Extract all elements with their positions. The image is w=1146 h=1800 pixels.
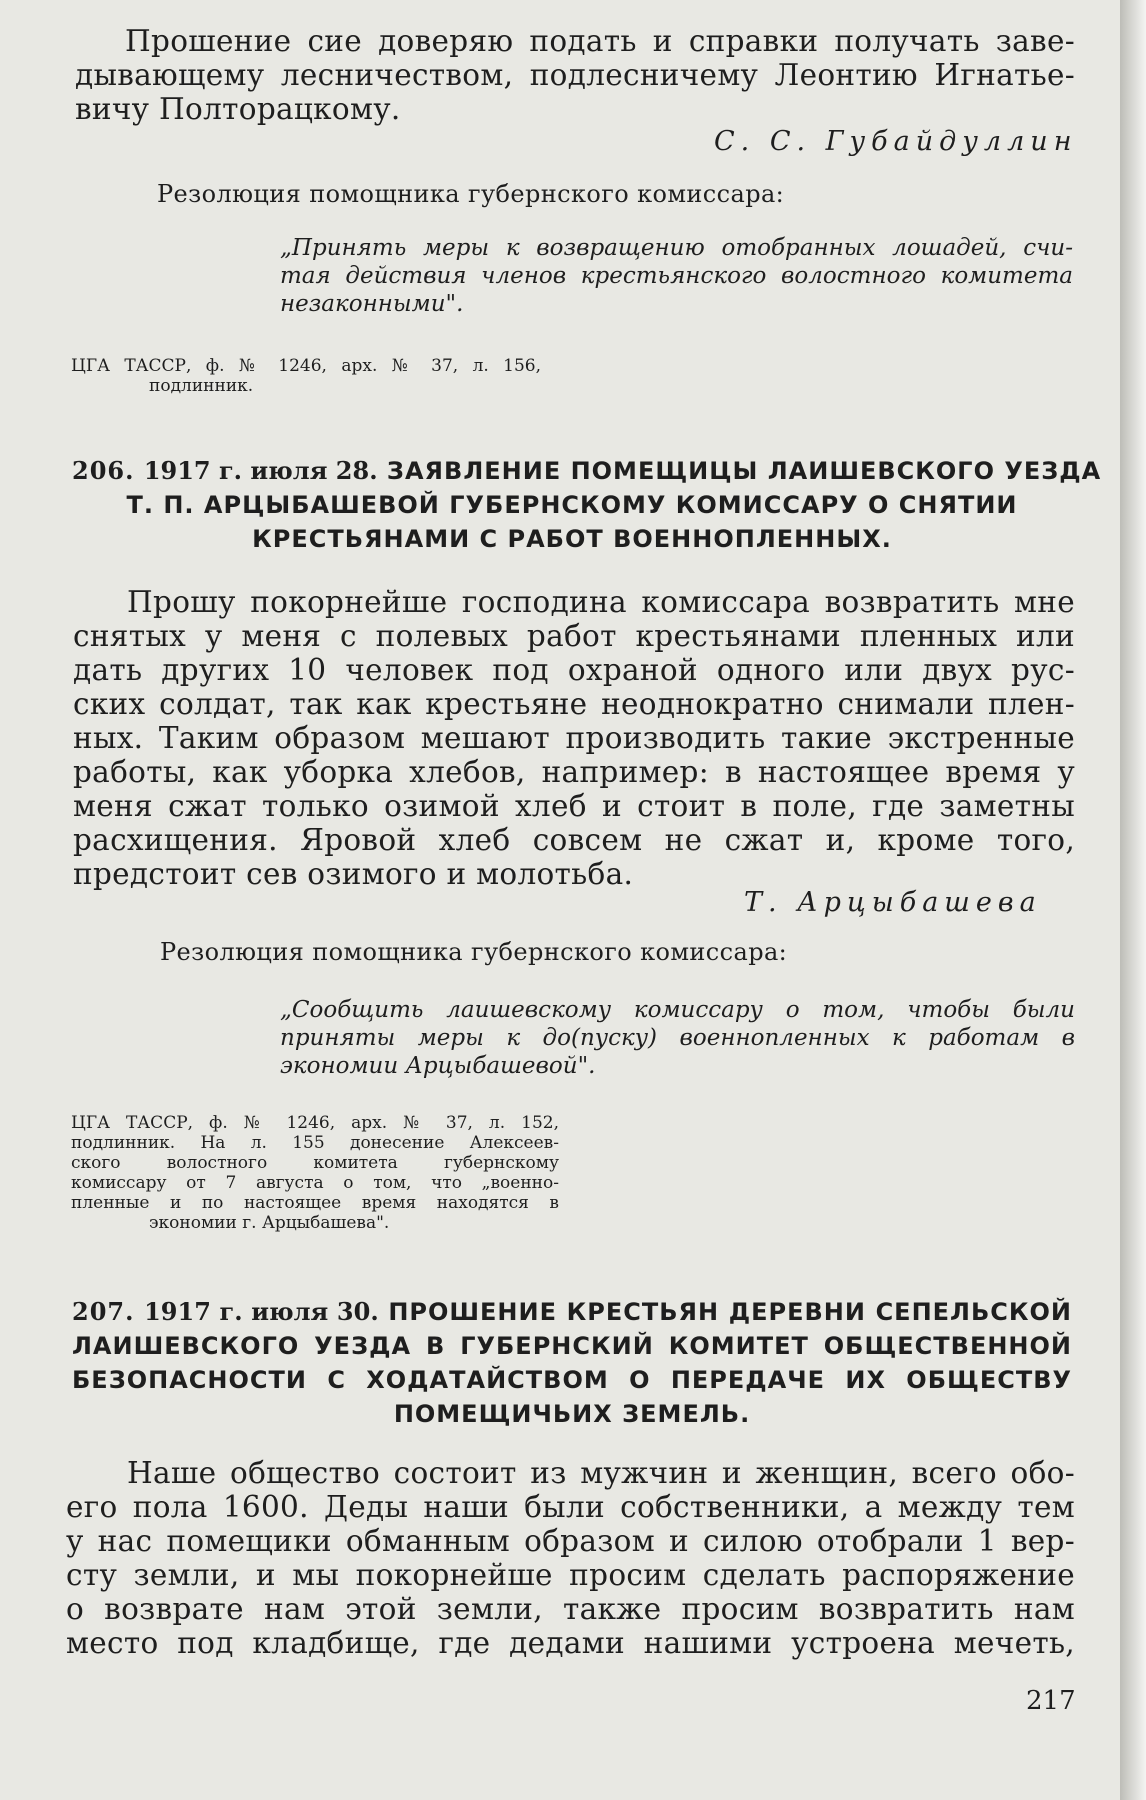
resolution-text — [280, 996, 1075, 1080]
text-line: у нас помещики обманным образом и силою отобрали 1 вер- — [66, 1524, 1075, 1558]
quote-line: незаконными". — [280, 291, 464, 317]
page-number: 217 — [1026, 1686, 1076, 1716]
resolution-label: Резолюция помощника губернского комиссара: — [157, 180, 785, 208]
text-line: дывающему лесничеством, подлесничему Леонтию Игнатье- — [75, 58, 1075, 92]
text-line: Прошение сие доверяю подать и справки получать заве- — [125, 24, 1075, 58]
quote-line: тая действия членов крестьянского волостного комитета — [280, 263, 1073, 289]
heading-title: ПРОШЕНИЕ КРЕСТЬЯН ДЕРЕВНИ СЕПЕЛЬСКОЙ — [388, 1298, 1072, 1326]
text-line: ских солдат, так как крестьяне неоднократно снимали плен- — [73, 687, 1075, 721]
quote-line: „Сообщить лаишевскому комиссару о том, чтобы были — [280, 997, 1075, 1023]
resolution-text — [280, 234, 1073, 318]
quote-line: приняты меры к до(пуску) военнопленных к работам в — [280, 1025, 1075, 1051]
heading-line: БЕЗОПАСНОСТИ С ХОДАТАЙСТВОМ О ПЕРЕДАЧЕ ИХ ОБЩЕСТВУ — [72, 1366, 1072, 1394]
heading-line: ПОМЕЩИЧЬИХ ЗЕМЕЛЬ. — [393, 1400, 751, 1428]
top-paragraph — [75, 24, 1075, 126]
source-line: подлинник. На л. 155 донесение Алексеев- — [71, 1133, 559, 1153]
text-line: вичу Полторацкому. — [75, 92, 401, 126]
source-line: ЦГА ТАССР, ф. № 1246, арх. № 37, л. 152, — [71, 1113, 559, 1133]
text-line: меня сжат только озимой хлеб и стоит в поле, где заметны — [73, 789, 1075, 823]
source-line: экономии г. Арцыбашева". — [149, 1213, 390, 1233]
source-line: пленные и по настоящее время находятся в — [71, 1193, 559, 1213]
heading-title: ЗАЯВЛЕНИЕ ПОМЕЩИЦЫ ЛАИШЕВСКОГО УЕЗДА — [386, 457, 1102, 485]
archive-source — [71, 1113, 559, 1233]
text-line: место под кладбище, где дедами нашими устроена мечеть, — [66, 1626, 1075, 1660]
source-line: ЦГА ТАССР, ф. № 1246, арх. № 37, л. 156, — [71, 356, 541, 376]
signature: Т. Арцыбашева — [744, 887, 1042, 918]
text-line: о возврате нам этой земли, также просим возвратить нам — [66, 1592, 1075, 1626]
text-line: снятых у меня с полевых работ крестьянами пленных или — [73, 619, 1075, 653]
heading-line: КРЕСТЬЯНАМИ С РАБОТ ВОЕННОПЛЕННЫХ. — [252, 525, 892, 553]
quote-line: „Принять меры к возвращению отобранных лошадей, счи- — [280, 235, 1073, 261]
text-line: Наше общество состоит из мужчин и женщин, всего обо- — [127, 1456, 1075, 1490]
source-line: комиссару от 7 августа о том, что „военно- — [71, 1173, 559, 1193]
archive-source — [71, 356, 541, 396]
quote-line: экономии Арцыбашевой". — [280, 1053, 596, 1079]
doc207-heading — [72, 1295, 1072, 1431]
doc206-paragraph — [73, 585, 1075, 891]
source-line: ского волостного комитета губернскому — [71, 1153, 559, 1173]
text-line: расхищения. Яровой хлеб совсем не сжат и, кроме того, — [73, 823, 1075, 857]
doc206-heading — [72, 454, 1102, 556]
text-line: Прошу покорнейше господина комиссара возвратить мне — [127, 585, 1075, 619]
text-line: ных. Таким образом мешают производить такие экстренные — [73, 721, 1075, 755]
text-line: работы, как уборка хлебов, например: в настоящее время у — [73, 755, 1075, 789]
text-line: сту земли, и мы покорнейше просим сделать распоряжение — [66, 1558, 1075, 1592]
heading-line: Т. П. АРЦЫБАШЕВОЙ ГУБЕРНСКОМУ КОМИССАРУ О СНЯТИИ — [126, 491, 1018, 519]
heading-line: ЛАИШЕВСКОГО УЕЗДА В ГУБЕРНСКИЙ КОМИТЕТ ОБЩЕСТВЕННОЙ — [72, 1332, 1072, 1360]
doc-date: 1917 г. июля 30. — [144, 1297, 379, 1326]
doc207-paragraph — [66, 1456, 1075, 1660]
resolution-label: Резолюция помощника губернского комиссара: — [160, 938, 788, 966]
doc-date: 1917 г. июля 28. — [143, 456, 378, 485]
text-line: предстоит сев озимого и молотьба. — [73, 857, 634, 891]
heading-line — [72, 1295, 1072, 1329]
text-line: дать других 10 человек под охраной одного или двух рус- — [73, 653, 1075, 687]
doc-number: 206. — [72, 456, 135, 485]
source-line: подлинник. — [149, 376, 254, 396]
text-line: его пола 1600. Деды наши были собственники, а между тем — [66, 1490, 1075, 1524]
page-edge — [1120, 0, 1146, 1800]
doc-number: 207. — [72, 1297, 135, 1326]
signature: С. С. Губайдуллин — [714, 126, 1078, 157]
heading-line — [72, 454, 1102, 488]
